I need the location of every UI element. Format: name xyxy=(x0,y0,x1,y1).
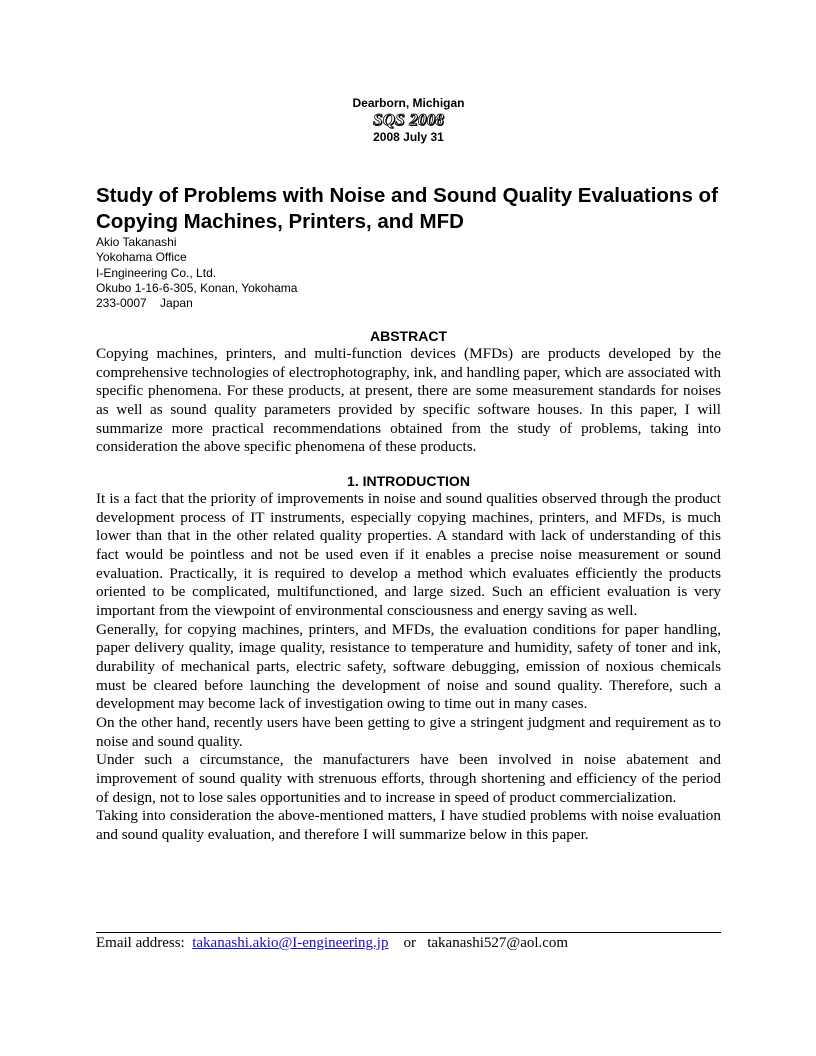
intro-paragraph: It is a fact that the priority of improvements in noise and sound qualities observed through the product development process of IT instruments, especially copying machines, printers, and MFDs, is much lower than that in the other related quality properties. A standard with lack of understanding of this fact would be pointless and not be used even if it enables a precise noise measurement or sound evaluation. Practically, it is required to develop a method which evaluates efficiently the products oriented to be complicated, multifunctioned, and large sized. Such an efficient evaluation is very important from the viewpoint of environmental consciousness and energy saving as well. xyxy=(96,490,721,619)
author-office: Yokohama Office xyxy=(96,250,187,265)
email-link-primary[interactable]: takanashi.akio@I-engineering.jp xyxy=(192,935,389,951)
email-separator: or xyxy=(403,935,416,951)
introduction-body xyxy=(96,490,721,844)
conference-name: SQS 2008 xyxy=(372,110,445,129)
abstract-heading: ABSTRACT xyxy=(370,328,447,344)
abstract-text: Copying machines, printers, and multi-function devices (MFDs) are products developed by the comprehensive technologies of electrophotography, ink, and handling paper, which are associated with specific phenomena. For these products, at present, there are some measurement standards for noises as well as sound quality parameters provided by specific software houses. In this paper, I will summarize more practical recommendations obtained from the study of problems, taking into consideration the above specific phenomena of these products. xyxy=(96,345,721,456)
email-label: Email address: xyxy=(96,935,185,951)
paper-title: Study of Problems with Noise and Sound Quality Evaluations of Copying Machines, Printers, and MFD xyxy=(96,184,718,233)
footnote-email xyxy=(96,934,568,952)
author-block xyxy=(96,235,297,311)
conference-location: Dearborn, Michigan xyxy=(352,96,465,110)
intro-paragraph: Taking into consideration the above-mentioned matters, I have studied problems with noise evaluation and sound quality evaluation, and therefore I will summarize below in this paper. xyxy=(96,807,721,843)
conference-header xyxy=(96,96,721,144)
author-name: Akio Takanashi xyxy=(96,235,177,249)
paper-page xyxy=(96,0,721,1056)
footnote-divider xyxy=(96,932,721,933)
author-postal: 233-0007 Japan xyxy=(96,296,193,311)
introduction-heading: 1. INTRODUCTION xyxy=(347,473,470,489)
conference-date: 2008 July 31 xyxy=(373,130,444,144)
intro-paragraph: Under such a circumstance, the manufacturers have been involved in noise abatement and improvement of sound quality with strenuous efforts, through shortening and efficiency of the period of design, not to lose sales opportunities and to increase in speed of product commercialization. xyxy=(96,751,721,806)
author-company: I-Engineering Co., Ltd. xyxy=(96,265,217,280)
intro-paragraph: On the other hand, recently users have been getting to give a stringent judgment and requirement as to noise and sound quality. xyxy=(96,713,721,750)
abstract-body xyxy=(96,345,721,457)
intro-paragraph: Generally, for copying machines, printers, and MFDs, the evaluation conditions for paper handling, paper delivery quality, image quality, resistance to temperature and humidity, safety of toner and ink, durability of mechanical parts, electric safety, software debugging, emission of noxious chemicals must be cleared before launching the development of noise and sound quality. Therefore, such a development may become lack of investigation owing to time out in many cases. xyxy=(96,620,721,713)
author-address: Okubo 1-16-6-305, Konan, Yokohama xyxy=(96,280,298,295)
email-secondary: takanashi527@aol.com xyxy=(427,935,569,951)
